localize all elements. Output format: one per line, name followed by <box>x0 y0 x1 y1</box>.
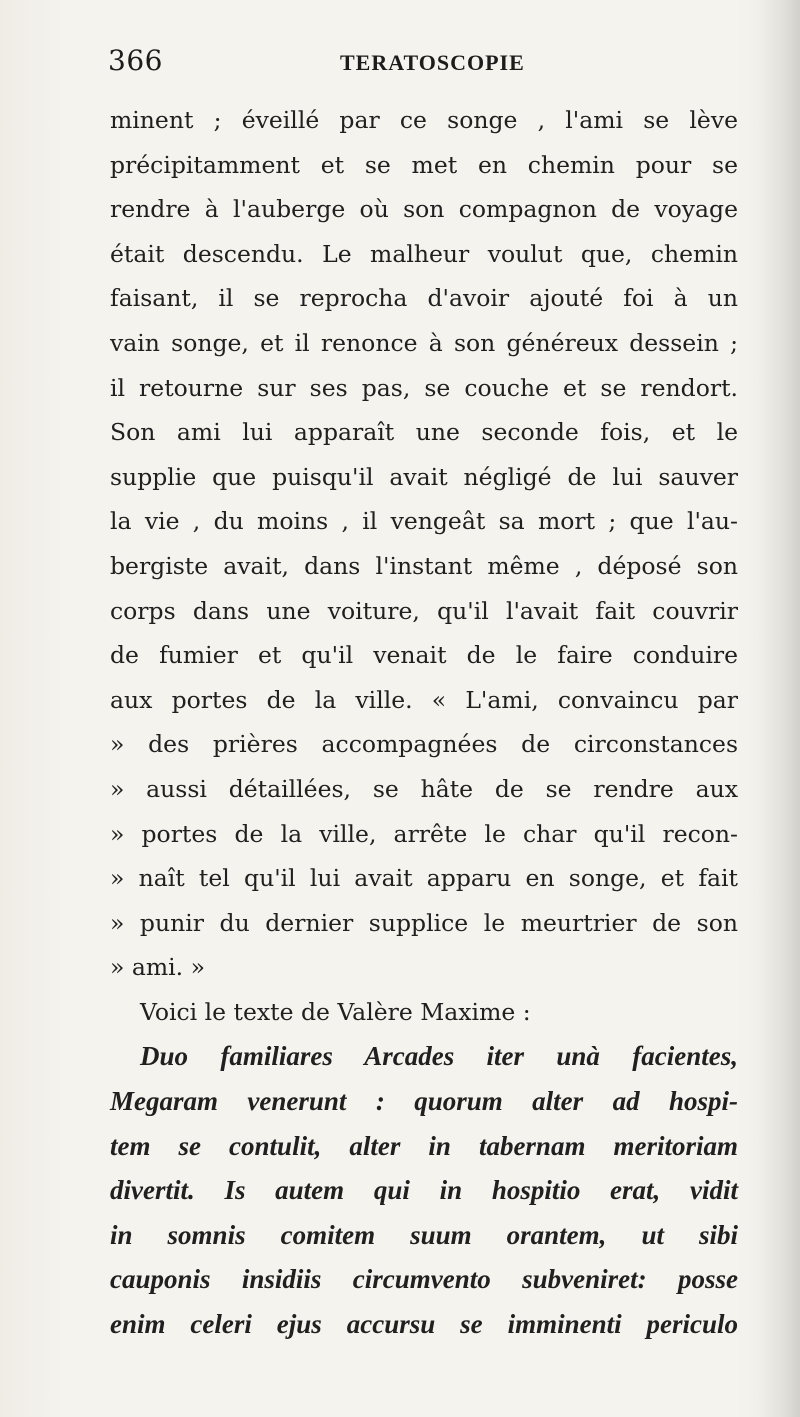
latin-line: Megaram venerunt : quorum alter ad hospi- <box>110 1086 738 1117</box>
running-head: TERATOSCOPIE <box>340 50 525 75</box>
latin-line: Duo familiares Arcades iter unà facientes, <box>140 1041 738 1072</box>
text-line: supplie que puisqu'il avait négligé de lui sauver <box>110 462 738 491</box>
latin-line: in somnis comitem suum orantem, ut sibi <box>110 1219 738 1250</box>
latin-line: divertit. Is autem qui in hospitio erat, vidit <box>110 1175 738 1206</box>
text-line: vain songe, et il renonce à son généreux dessein ; <box>110 328 738 357</box>
text-line: était descendu. Le malheur voulut que, chemin <box>110 239 738 268</box>
text-line: de fumier et qu'il venait de le faire conduire <box>110 641 738 670</box>
quote-line: » des prières accompagnées de circonstances <box>110 730 738 759</box>
text-line: précipitamment et se met en chemin pour se <box>110 150 738 179</box>
latin-line: enim celeri ejus accursu se imminenti periculo <box>110 1309 738 1340</box>
text-line: Voici le texte de Valère Maxime : <box>140 997 531 1026</box>
quote-line: » ami. » <box>110 953 205 982</box>
quote-line: » portes de la ville, arrête le char qu'il recon- <box>110 819 738 848</box>
quote-line: » aussi détaillées, se hâte de se rendre aux <box>110 774 738 803</box>
text-line: il retourne sur ses pas, se couche et se rendort. <box>110 373 738 402</box>
text-line: corps dans une voiture, qu'il l'avait fait couvrir <box>110 596 738 625</box>
page-number: 366 <box>108 44 163 77</box>
latin-line: tem se contulit, alter in tabernam meritoriam <box>110 1130 738 1161</box>
quote-line: » punir du dernier supplice le meurtrier de son <box>110 908 738 937</box>
page-header <box>108 44 708 88</box>
text-line: Son ami lui apparaît une seconde fois, et le <box>110 418 738 447</box>
text-line: rendre à l'auberge où son compagnon de voyage <box>110 195 738 224</box>
text-line: minent ; éveillé par ce songe , l'ami se lève <box>110 106 738 134</box>
quote-line: » naît tel qu'il lui avait apparu en songe, et fait <box>110 864 738 893</box>
text-line: faisant, il se reprocha d'avoir ajouté foi à un <box>110 284 738 313</box>
text-line: bergiste avait, dans l'instant même , déposé son <box>110 551 738 580</box>
body-text <box>110 98 738 1347</box>
latin-line: cauponis insidiis circumvento subveniret: posse <box>110 1264 738 1295</box>
page-edge-shadow <box>758 0 800 1417</box>
text-line: aux portes de la ville. « L'ami, convaincu par <box>110 685 738 714</box>
text-line: la vie , du moins , il vengeât sa mort ; que l'au- <box>110 507 738 536</box>
